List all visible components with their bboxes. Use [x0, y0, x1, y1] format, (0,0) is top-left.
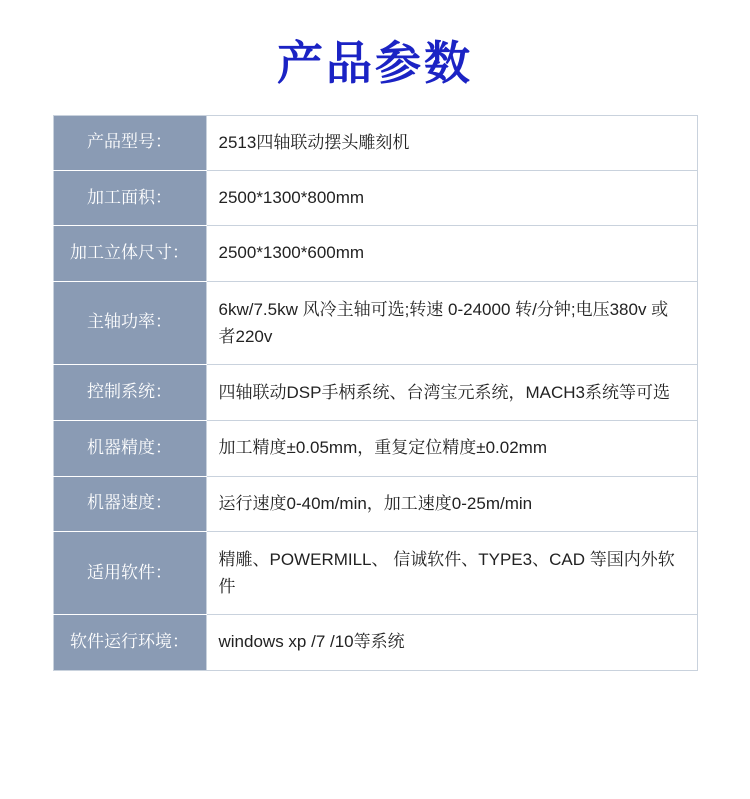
spec-value: 6kw/7.5kw 风冷主轴可选;转速 0-24000 转/分钟;电压380v 或者220v: [206, 281, 697, 364]
table-row: [53, 531, 697, 614]
spec-label: 产品型号：: [53, 115, 206, 170]
spec-label: 加工立体尺寸：: [53, 226, 206, 281]
spec-value: 加工精度±0.05mm，重复定位精度±0.02mm: [206, 421, 697, 476]
table-row: [53, 281, 697, 364]
page-title: 产品参数: [277, 37, 473, 89]
spec-label: 主轴功率：: [53, 281, 206, 364]
spec-value: 精雕、POWERMILL、 信诚软件、TYPE3、CAD 等国内外软件: [206, 531, 697, 614]
table-row: [53, 421, 697, 476]
spec-label: 软件运行环境：: [53, 615, 206, 670]
spec-label: 控制系统：: [53, 365, 206, 421]
spec-value: 2500*1300*800mm: [206, 170, 697, 225]
spec-label: 机器速度：: [53, 476, 206, 531]
spec-label: 加工面积：: [53, 170, 206, 225]
spec-value: 四轴联动DSP手柄系统、台湾宝元系统，MACH3系统等可选: [206, 365, 697, 421]
spec-label: 机器精度：: [53, 421, 206, 476]
table-row: [53, 115, 697, 170]
spec-value: 2513四轴联动摆头雕刻机: [206, 115, 697, 170]
spec-table: [53, 115, 698, 671]
spec-value: 运行速度0-40m/min，加工速度0-25m/min: [206, 476, 697, 531]
spec-label: 适用软件：: [53, 531, 206, 614]
spec-value: 2500*1300*600mm: [206, 226, 697, 281]
table-row: [53, 226, 697, 281]
table-row: [53, 365, 697, 421]
spec-value: windows xp /7 /10等系统: [206, 615, 697, 670]
table-row: [53, 476, 697, 531]
table-row: [53, 615, 697, 670]
table-row: [53, 170, 697, 225]
